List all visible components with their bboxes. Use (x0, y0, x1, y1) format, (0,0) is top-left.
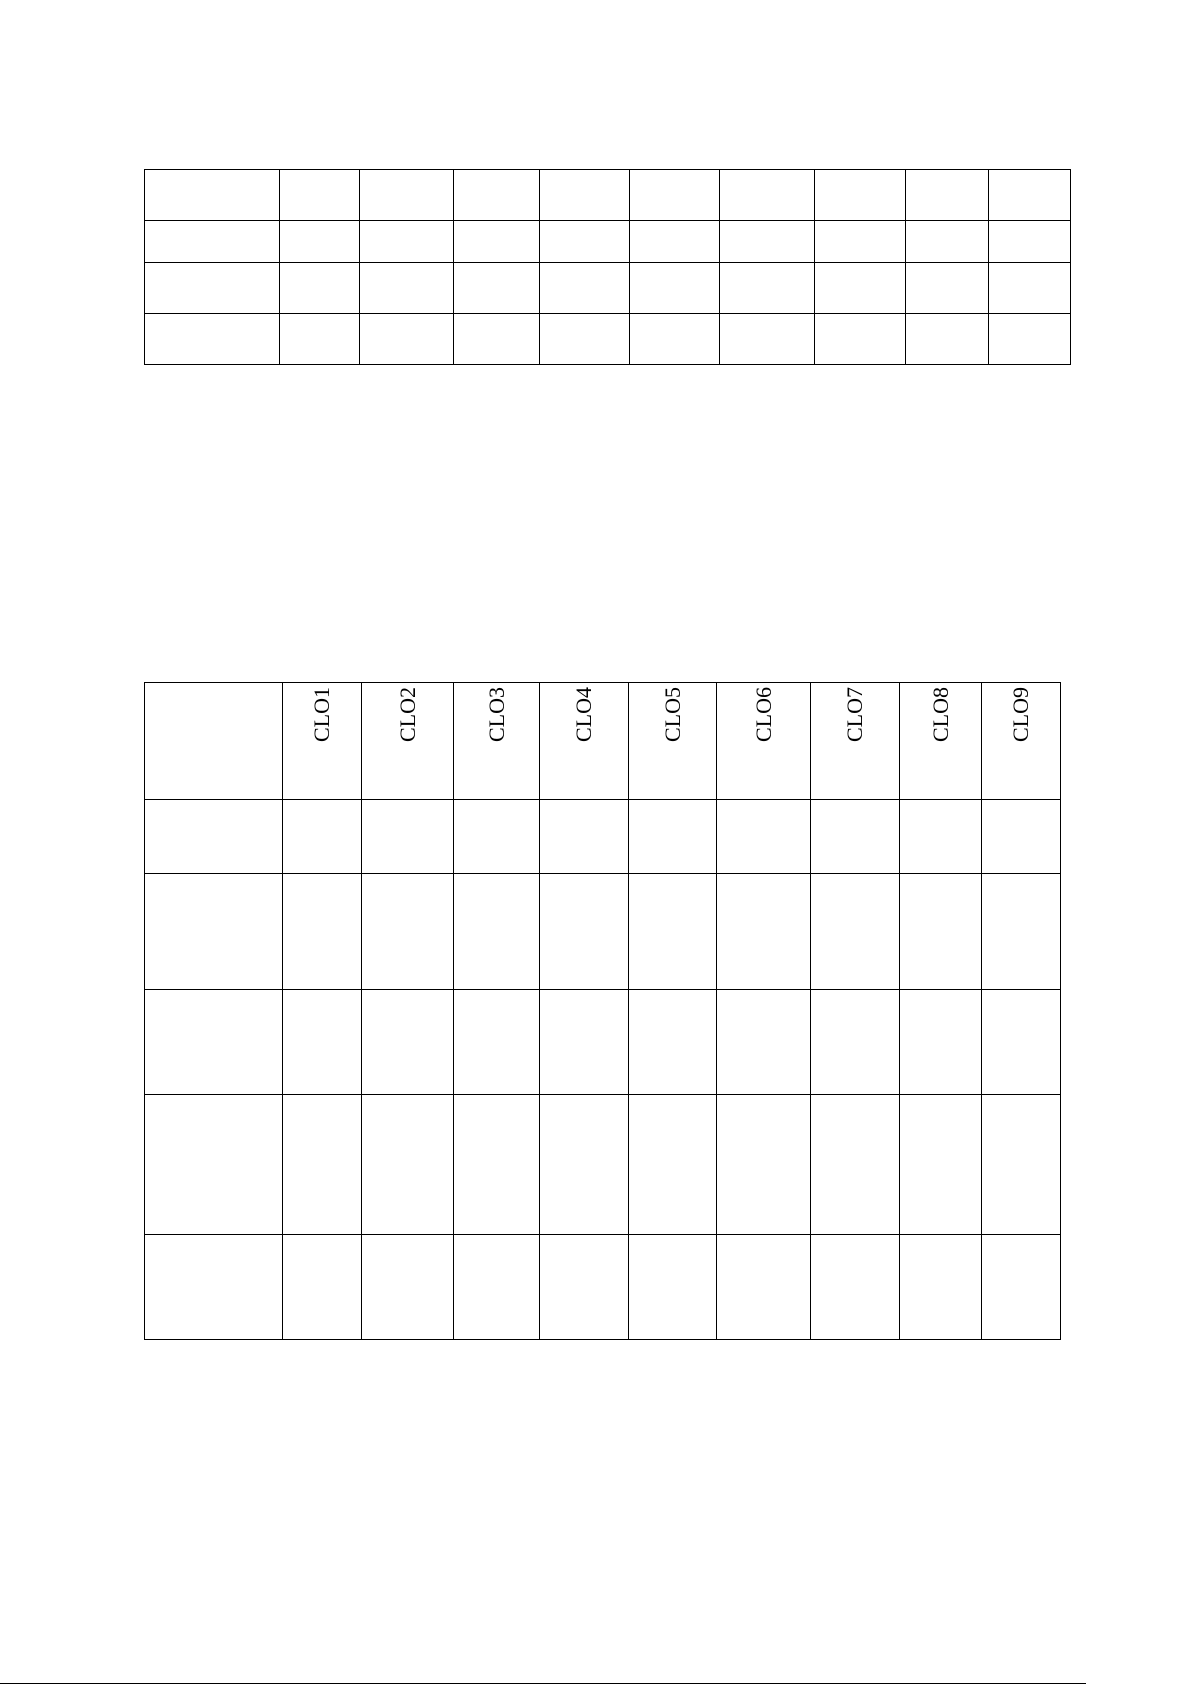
table-cell (360, 221, 454, 263)
table-cell (629, 1095, 717, 1235)
table-cell (906, 314, 989, 365)
table-cell (283, 874, 362, 990)
table-cell (280, 221, 360, 263)
column-header-label: CLO2 (394, 687, 420, 742)
table-cell (982, 874, 1061, 990)
table-cell (630, 170, 720, 221)
table-cell (989, 314, 1071, 365)
table-row (145, 314, 1071, 365)
table-cell (720, 170, 815, 221)
table-cell (454, 800, 540, 874)
column-header-label: CLO1 (309, 687, 334, 742)
table-cell (630, 221, 720, 263)
table-cell (280, 314, 360, 365)
table-cell (989, 170, 1071, 221)
table-cell (900, 1235, 982, 1340)
table-row (145, 990, 1061, 1095)
table-row (145, 170, 1071, 221)
table-row (145, 263, 1071, 314)
table-cell (720, 263, 815, 314)
table-cell (454, 314, 540, 365)
column-header-cell (717, 683, 811, 800)
table-cell (540, 314, 630, 365)
table-cell (982, 990, 1061, 1095)
table-row (145, 1095, 1061, 1235)
table-cell (900, 874, 982, 990)
table-row (145, 1235, 1061, 1340)
table-cell (982, 1095, 1061, 1235)
table-cell (283, 1235, 362, 1340)
table-cell (540, 263, 630, 314)
table-cell (145, 990, 283, 1095)
table-cell (906, 170, 989, 221)
footer-rule (0, 1683, 1086, 1684)
table-cell (283, 990, 362, 1095)
table-header-row (145, 683, 1061, 800)
table-cell (540, 170, 630, 221)
table-cell (360, 263, 454, 314)
table-cell (982, 800, 1061, 874)
table-cell (454, 1095, 540, 1235)
table-cell (145, 1235, 283, 1340)
table-cell (629, 874, 717, 990)
table-cell (540, 800, 629, 874)
table-row (145, 800, 1061, 874)
column-header-label: CLO6 (750, 687, 776, 742)
table-cell (811, 874, 900, 990)
table-cell (630, 314, 720, 365)
table-cell (717, 800, 811, 874)
table-cell (540, 221, 630, 263)
table-cell (454, 874, 540, 990)
table-cell (815, 263, 906, 314)
table-cell (989, 263, 1071, 314)
table-cell (362, 1095, 454, 1235)
table-cell (717, 874, 811, 990)
table-cell (811, 1095, 900, 1235)
table-cell (360, 170, 454, 221)
table-cell (283, 1095, 362, 1235)
table-cell (454, 170, 540, 221)
column-header-cell (982, 683, 1061, 800)
column-header-label: CLO5 (659, 687, 685, 742)
table-cell (815, 314, 906, 365)
table-cell (900, 800, 982, 874)
table-cell (717, 1235, 811, 1340)
table-cell (454, 263, 540, 314)
column-header-cell (362, 683, 454, 800)
table-cell (283, 800, 362, 874)
table-cell (629, 1235, 717, 1340)
column-header-cell (900, 683, 982, 800)
table-cell (362, 990, 454, 1095)
table-cell (360, 314, 454, 365)
table-cell (145, 170, 280, 221)
table-cell (540, 1235, 629, 1340)
table-cell (145, 263, 280, 314)
blank-grid-table (144, 169, 1071, 365)
table-cell (982, 1235, 1061, 1340)
table-cell (280, 263, 360, 314)
table-cell (362, 800, 454, 874)
table-cell (145, 1095, 283, 1235)
table-cell (720, 221, 815, 263)
column-header-label: CLO7 (842, 687, 867, 742)
table-cell (540, 1095, 629, 1235)
table-cell (454, 221, 540, 263)
table-cell (811, 990, 900, 1095)
table-row (145, 874, 1061, 990)
table-cell (815, 221, 906, 263)
table-cell (811, 1235, 900, 1340)
table-cell (720, 314, 815, 365)
column-header-label: CLO3 (483, 687, 509, 742)
table-cell (540, 990, 629, 1095)
table-cell (811, 800, 900, 874)
table-cell (989, 221, 1071, 263)
table-cell (900, 1095, 982, 1235)
table-cell (362, 874, 454, 990)
table-cell (717, 990, 811, 1095)
column-header-cell (454, 683, 540, 800)
table-cell (629, 990, 717, 1095)
table-cell (145, 874, 283, 990)
table-cell (629, 800, 717, 874)
table-cell (906, 263, 989, 314)
table-cell (362, 1235, 454, 1340)
table-cell (145, 221, 280, 263)
table-row (145, 221, 1071, 263)
table-cell (454, 1235, 540, 1340)
column-header-label: CLO9 (1008, 687, 1033, 742)
column-header-label: CLO4 (571, 687, 596, 742)
table-corner-cell (145, 683, 283, 800)
column-header-cell (540, 683, 629, 800)
table-cell (906, 221, 989, 263)
column-header-cell (811, 683, 900, 800)
table-cell (540, 874, 629, 990)
table-cell (145, 800, 283, 874)
table-cell (900, 990, 982, 1095)
table-cell (717, 1095, 811, 1235)
table-cell (454, 990, 540, 1095)
table-cell (145, 314, 280, 365)
column-header-cell (629, 683, 717, 800)
table-cell (280, 170, 360, 221)
column-header-cell (283, 683, 362, 800)
column-header-label: CLO8 (927, 687, 953, 742)
table-cell (630, 263, 720, 314)
clo-mapping-table (144, 682, 1061, 1340)
table-cell (815, 170, 906, 221)
